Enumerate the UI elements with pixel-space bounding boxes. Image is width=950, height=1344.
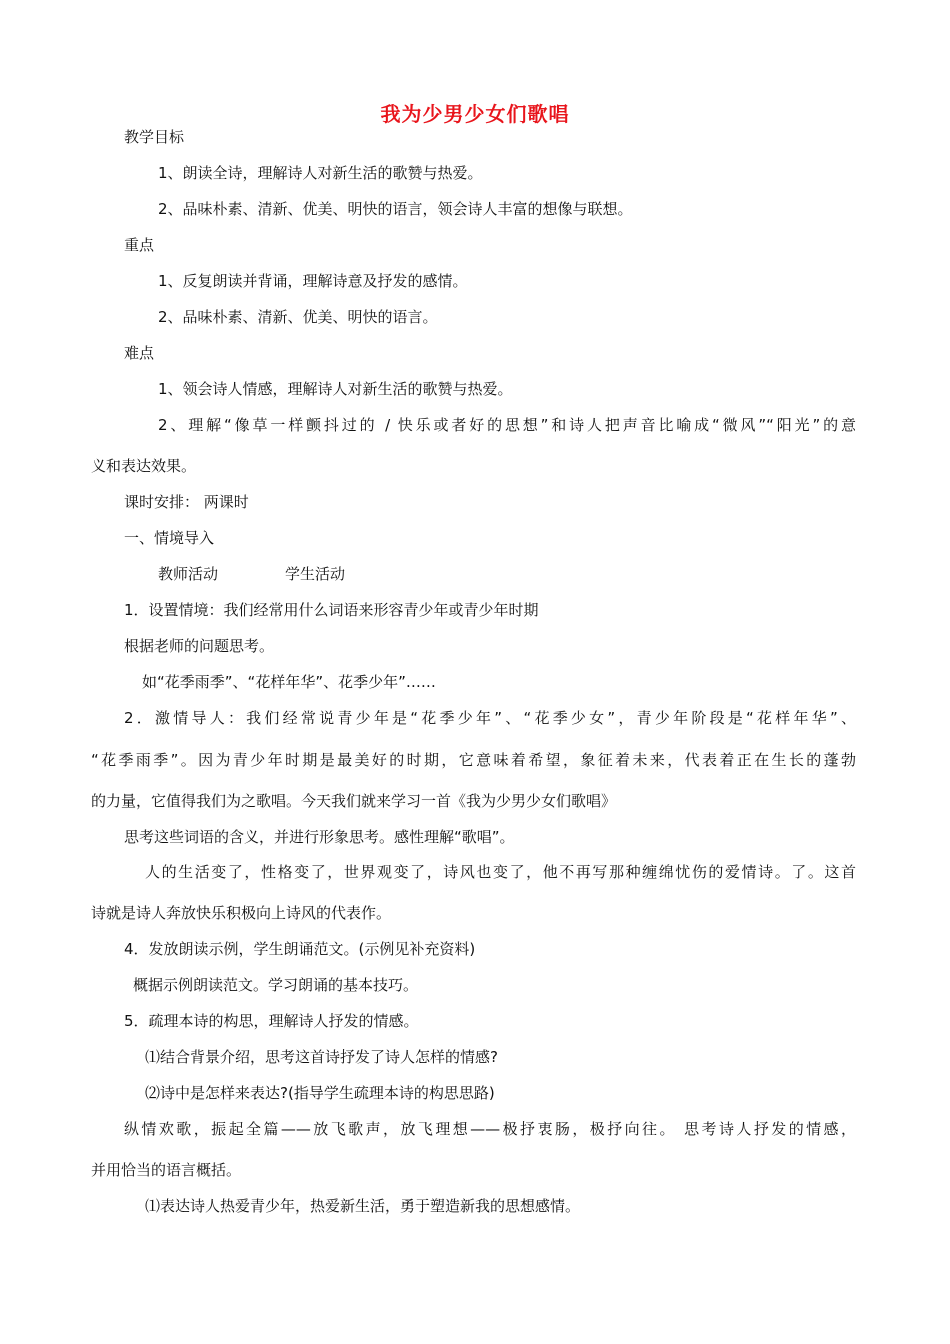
paragraph-4-student: 概据示例朗读范文。学习朗诵的基本技巧。	[133, 976, 419, 994]
difficulty-item-2-line-2: 义和表达效果。	[91, 457, 197, 475]
paragraph-2-line-1: 2．激情导人：我们经常说青少年是“花季少年”、“花季少女”，青少年阶段是“花样年华”、	[124, 709, 856, 727]
paragraph-2-line-2: “花季雨季”。因为青少年时期是最美好的时期，它意味着希望，象征着未来，代表着正在生长的蓬勃	[91, 751, 856, 769]
document-title: 我为少男少女们歌唱	[380, 102, 570, 126]
heading-difficulties: 难点	[124, 344, 155, 362]
paragraph-5: 5．疏理本诗的构思，理解诗人抒发的情感。	[124, 1012, 419, 1030]
paragraph-7: ⑴表达诗人热爱青少年，热爱新生活，勇于塑造新我的思想感情。	[145, 1197, 581, 1215]
key-item-1: 1、反复朗读并背诵，理解诗意及抒发的感情。	[158, 272, 468, 290]
goal-item-1: 1、朗读全诗，理解诗人对新生活的歌赞与热爱。	[158, 164, 483, 182]
paragraph-1: 1．设置情境：我们经常用什么词语来形容青少年或青少年时期	[124, 601, 539, 619]
paragraph-2-student: 思考这些词语的含义，并进行形象思考。感性理解“歌唱”。	[124, 828, 515, 846]
paragraph-2-line-3: 的力量，它值得我们为之歌唱。今天我们就来学习一首《我为少男少女们歌唱》	[91, 792, 617, 810]
paragraph-3-line-1: 人的生活变了，性格变了，世界观变了，诗风也变了，他不再写那种缠绵忧伤的爱情诗。了。这首	[145, 863, 856, 881]
paragraph-1-student: 根据老师的问题思考。	[124, 637, 275, 655]
student-activity-label: 学生活动	[285, 565, 346, 583]
schedule-line: 课时安排： 两课时	[124, 493, 249, 511]
difficulty-item-2-line-1: 2、理解“像草一样颤抖过的 / 快乐或者好的思想”和诗人把声音比喻成“微风”“阳光”的意	[158, 416, 856, 434]
difficulty-item-1: 1、领会诗人情感，理解诗人对新生活的歌赞与热爱。	[158, 380, 513, 398]
paragraph-6-line-1: 纵情欢歌，振起全篇——放飞歌声，放飞理想——极抒衷肠，极抒向往。 思考诗人抒发的情感，	[124, 1120, 856, 1138]
heading-teaching-goals: 教学目标	[124, 128, 185, 146]
paragraph-6-line-2: 并用恰当的语言概括。	[91, 1161, 242, 1179]
key-item-2: 2、品味朴素、清新、优美、明快的语言。	[158, 308, 438, 326]
paragraph-5-item-2: ⑵诗中是怎样来表达?(指导学生疏理本诗的构思思路)	[145, 1084, 495, 1102]
paragraph-1-examples: 如“花季雨季”、“花样年华”、花季少年”……	[142, 673, 436, 691]
paragraph-4: 4．发放朗读示例，学生朗诵范文。(示例见补充资料)	[124, 940, 476, 958]
heading-key-points: 重点	[124, 236, 155, 254]
paragraph-3-line-2: 诗就是诗人奔放快乐积极向上诗风的代表作。	[91, 904, 392, 922]
goal-item-2: 2、品味朴素、清新、优美、明快的语言，领会诗人丰富的想像与联想。	[158, 200, 633, 218]
section-heading-intro: 一、情境导入	[124, 529, 215, 547]
teacher-activity-label: 教师活动	[158, 565, 219, 583]
paragraph-5-item-1: ⑴结合背景介绍，思考这首诗抒发了诗人怎样的情感?	[145, 1048, 498, 1066]
